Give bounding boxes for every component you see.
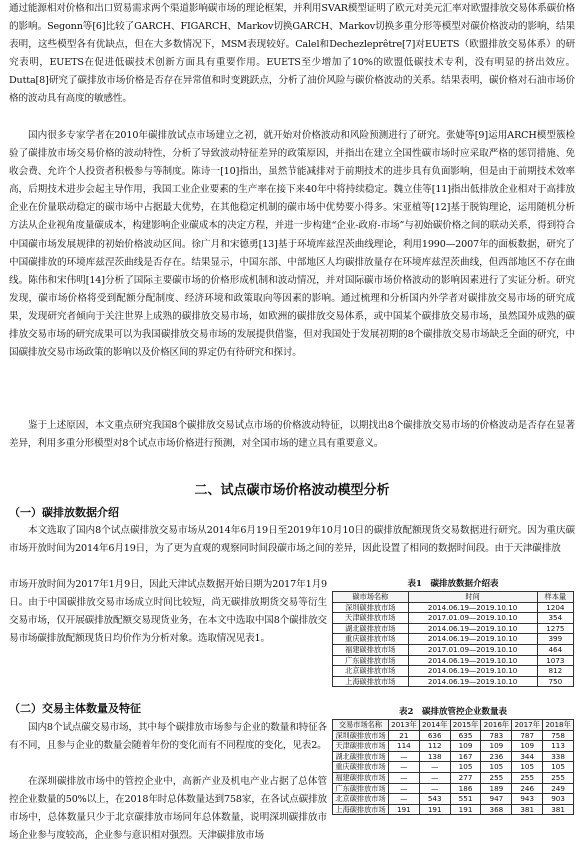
- table2-header-cell: 2018年: [543, 720, 574, 731]
- table1-header-cell: 样本量: [537, 592, 573, 603]
- table2-row: [333, 794, 574, 805]
- table1-cell: 天津碳排放市场: [333, 613, 409, 624]
- table2-cell: 湖北碳排放市场: [333, 751, 389, 762]
- table2-cell: 191: [419, 804, 450, 815]
- table1-cell: 354: [537, 613, 573, 624]
- table1-row: [333, 634, 574, 645]
- table2-row: [333, 730, 574, 741]
- table2-cell: 上海碳排放市场: [333, 804, 389, 815]
- intro-paragraph-1: 通过能源相对价格和出口贸易需求两个渠道影响碳市场的理论框架，并利用SVAR模型证明了欧元对美元汇率对欧盟排放交易体系碳价格的影响。Segonn等[6]比较了GARCH、FIGARCH、Markov切换GARCH、Markov切换多重分形等模型对碳价格波动的影响，结果表明，这些模型各有优缺点，但在大多数情况下，MSM表现较好。Calel和Dechezleprêtre[7]对EUETS（欧盟排放交易体系）的研究表明，EUETS在促进低碳技术创新方面具有重要作用。EUETS至少增加了10%的欧盟低碳技术专利，没有明显的挤出效应。Dutta[8]研究了碳排放市场价格是否存在异常值和时变跳跃点，分析了油价风险与碳价格波动的关系。结果表明，碳价格对石油市场价格的波动具有高度的敏感性。: [9, 3, 575, 105]
- table2-cell: 551: [450, 794, 481, 805]
- table2-header-cell: 2014年: [419, 720, 450, 731]
- table2-cell: —: [388, 772, 419, 783]
- table2-cell: 深圳碳排放市场: [333, 730, 389, 741]
- table1-cell: 2014.06.19—2019.10.10: [408, 623, 537, 634]
- table1-row: [333, 602, 574, 613]
- table1-row: [333, 655, 574, 666]
- table2-caption: 表2 碳排放管控企业数量表: [399, 707, 507, 717]
- table2-cell: 105: [512, 762, 543, 773]
- table2-cell: 广东碳排放市场: [333, 783, 389, 794]
- table1-row: [333, 676, 574, 687]
- table2-cell: 109: [481, 741, 512, 752]
- intro-paragraph-3: 鉴于上述原因，本文重点研究我国8个碳排放交易试点市场的价格波动特征，以期找出8个碳排放交易市场的价格波动是否存在显著差异，利用多重分形模型对8个试点市场价格进行预测，对全国市场的建立具有重要意义。: [9, 420, 575, 450]
- table1-cell: 湖北碳排放市场: [333, 623, 409, 634]
- table2-cell: 381: [512, 804, 543, 815]
- table1-cell: 2014.06.19—2019.10.10: [408, 666, 537, 677]
- subsection-heading-data: （一）碳排放数据介绍: [9, 506, 119, 519]
- table2-cell: 368: [481, 804, 512, 815]
- table2-cell: —: [419, 762, 450, 773]
- table2-header-cell: 2016年: [481, 720, 512, 731]
- table2-header-cell: 2013年: [388, 720, 419, 731]
- table1-cell: 福建碳排放市场: [333, 644, 409, 655]
- table1-cell: 750: [537, 676, 573, 687]
- table2-cell: 天津碳排放市场: [333, 741, 389, 752]
- table2-cell: 947: [481, 794, 512, 805]
- table2-cell: —: [388, 783, 419, 794]
- table2-header-cell: 2015年: [450, 720, 481, 731]
- table2-cell: 338: [543, 751, 574, 762]
- table2-cell: 943: [512, 794, 543, 805]
- table2-cell: 138: [419, 751, 450, 762]
- table2-row: [333, 741, 574, 752]
- table1-cell: 重庆碳排放市场: [333, 634, 409, 645]
- table1-caption: 表1 碳排放数据介绍表: [407, 579, 499, 589]
- table2-cell: 249: [543, 783, 574, 794]
- table2-cell: 344: [512, 751, 543, 762]
- table1-cell: 深圳碳排放市场: [333, 602, 409, 613]
- table1-cell: 2014.06.19—2019.10.10: [408, 676, 537, 687]
- table2-cell: —: [388, 762, 419, 773]
- table1-cell: 812: [537, 666, 573, 677]
- table2-cell: 186: [450, 783, 481, 794]
- table1-row: [333, 644, 574, 655]
- table2-cell: 189: [481, 783, 512, 794]
- table2-cell: 636: [419, 730, 450, 741]
- table2-cell: 114: [388, 741, 419, 752]
- table2-cell: 105: [450, 762, 481, 773]
- table1: [332, 591, 574, 687]
- table2-cell: 635: [450, 730, 481, 741]
- table1-cell: 2014.06.19—2019.10.10: [408, 655, 537, 666]
- table1-row: [333, 613, 574, 624]
- table1-cell: 1073: [537, 655, 573, 666]
- table2-cell: 246: [512, 783, 543, 794]
- table1-header-cell: 碳市场名称: [333, 592, 409, 603]
- table2-cell: 236: [481, 751, 512, 762]
- table2-cell: 105: [543, 762, 574, 773]
- table2-cell: 381: [543, 804, 574, 815]
- table1-header-cell: 时间: [408, 592, 537, 603]
- table1-cell: 399: [537, 634, 573, 645]
- table2: [332, 719, 574, 815]
- table2-row: [333, 804, 574, 815]
- intro-paragraph-2: 国内很多专家学者在2010年碳排放试点市场建立之初，就开始对价格波动和风险预测进行了研究。张婕等[9]运用ARCH模型簇检验了碳排放市场交易价格的波动特性，分析了导致波动特征差异的政策原因，并指出在建立全国性碳市场时应采取严格的惩罚措施、免收会费、允许个人投资者积极参与等制度。陈诗一[10]指出，虽然节能减排对于前期技术的进步具有负面影响，但是由于前期技术效率高，后期技术进步会起主导作用，我国工业企业要素的生产率在接下来40年中将持续稳定。魏立佳等[11]指出低排放企业相对于高排放企业在价量联动稳定的碳市场中占据最大优势，在其他稳定机制的碳市场中优势要小得多。宋亚植等[12]基于脱钩理论，运用随机分析方法从企业视角度量碳成本，构建影响企业碳成本的决定方程，并进一步构建“企业-政府-市场”与初始碳价格之间的联动关系，得到符合中国碳市场发展规律的初始价格波动区间。徐广月和宋德勇[13]基于环境库兹涅茨曲线理论，利用1990—2007年的面板数据，研究了中国碳排放的环境库兹涅茨曲线是否存在。结果显示，中国东部、中部地区人均碳排放量存在环境库兹涅茨曲线，但西部地区不存在曲线。陈伟和宋伟明[14]分析了国际主要碳市场的价格形成机制和波动情况，并对国际碳市场价格波动的影响因素进行了实证分析。研究发现，碳市场价格将受到配额分配制度、经济环境和政策取向等因素的影响。通过梳理和分析国内外学者对碳排放交易市场的研究成果，发现研究者倾向于关注世界上成熟的碳排放交易市场，如欧洲的碳排放交易体系，或中国某个碳排放交易市场，虽然国外成熟的碳排放交易市场的研究成果可以为我国碳排放交易市场的发展提供借鉴，但对我国处于发展初期的8个碳排放交易市场缺乏全面的研究，中国碳排放交易市场政策的影响以及价格区间的界定仍有待研究和探讨。: [9, 130, 575, 359]
- table2-cell: 255: [481, 772, 512, 783]
- table2-cell: 783: [481, 730, 512, 741]
- table2-cell: 255: [543, 772, 574, 783]
- table2-header-cell: 交易市场名称: [333, 720, 389, 731]
- table2-cell: 758: [543, 730, 574, 741]
- table2-cell: 903: [543, 794, 574, 805]
- table2-row: [333, 762, 574, 773]
- table2-cell: 543: [419, 794, 450, 805]
- table2-cell: 105: [481, 762, 512, 773]
- section-heading: 二、试点碳市场价格波动模型分析: [194, 483, 390, 498]
- table1-cell: 2017.01.09—2019.10.10: [408, 613, 537, 624]
- table1-cell: 北京碳排放市场: [333, 666, 409, 677]
- table2-cell: 112: [419, 741, 450, 752]
- table1-cell: 2014.06.19—2019.10.10: [408, 634, 537, 645]
- table1-cell: 广东碳排放市场: [333, 655, 409, 666]
- participants-paragraph-2: 在深圳碳排放市场中的管控企业中，高新产业及机电产业占据了总体管控企业数量的50%以上，在2018年时总体数量达到758家，在各试点碳排放市场中，总体数量只少于北京碳排放市场同年总体数量，说明深圳碳排放市场企业参与度较高，企业参与意识相对强烈。天津碳排放市场: [9, 776, 327, 842]
- table2-cell: 113: [543, 741, 574, 752]
- table2-cell: 787: [512, 730, 543, 741]
- table1-row: [333, 666, 574, 677]
- data-intro-paragraph: 本文选取了国内8个试点碳排放交易市场从2014年6月19日至2019年10月10日的碳排放配额现货交易数据进行研究。因为重庆碳市场开放时间为2014年6月19日，为了更为直观的观察同时间段碳市场之间的差异，因此设置了相同的数据时间段。由于天津碳排放: [9, 525, 575, 555]
- table1-cell: 1275: [537, 623, 573, 634]
- table2-cell: 109: [450, 741, 481, 752]
- table2-cell: 北京碳排放市场: [333, 794, 389, 805]
- table2-cell: —: [388, 794, 419, 805]
- table2-cell: 109: [512, 741, 543, 752]
- participants-paragraph-1: 国内8个试点碳交易市场，其中每个碳排放市场参与企业的数量和特征各有不同，且参与企业的数量会随着年份的变化而有不同程度的变化，见表2。: [9, 722, 327, 752]
- table1-cell: 464: [537, 644, 573, 655]
- table2-cell: —: [388, 751, 419, 762]
- table2-row: [333, 783, 574, 794]
- table2-header-row: [333, 720, 574, 731]
- table2-cell: —: [419, 772, 450, 783]
- table2-cell: 167: [450, 751, 481, 762]
- table2-header-cell: 2017年: [512, 720, 543, 731]
- table2-cell: 191: [388, 804, 419, 815]
- table1-cell: 1204: [537, 602, 573, 613]
- data-intro-paragraph-cont: 市场开放时间为2017年1月9日，因此天津试点数据开始日期为2017年1月9日。由于中国碳排放交易市场成立时间比较短，尚无碳排放期货交易等衍生交易市场，仅开展碳排放配额交易现货业务，在本文中选取中国8个碳排放交易市场碳排放配额现货日均价作为分析对象。选取情况见表1。: [9, 579, 327, 645]
- subsection-heading-participants: （二）交易主体数量及特征: [9, 702, 141, 715]
- table1-cell: 2017.01.09—2019.10.10: [408, 644, 537, 655]
- table2-cell: —: [419, 783, 450, 794]
- table2-row: [333, 751, 574, 762]
- table1-header-row: [333, 592, 574, 603]
- table2-cell: 21: [388, 730, 419, 741]
- table2-cell: 277: [450, 772, 481, 783]
- table1-cell: 2014.06.19—2019.10.10: [408, 602, 537, 613]
- table1-cell: 上海碳排放市场: [333, 676, 409, 687]
- table2-row: [333, 772, 574, 783]
- table1-row: [333, 623, 574, 634]
- table2-cell: 191: [450, 804, 481, 815]
- table2-cell: 福建碳排放市场: [333, 772, 389, 783]
- table2-cell: 重庆碳排放市场: [333, 762, 389, 773]
- table2-cell: 255: [512, 772, 543, 783]
